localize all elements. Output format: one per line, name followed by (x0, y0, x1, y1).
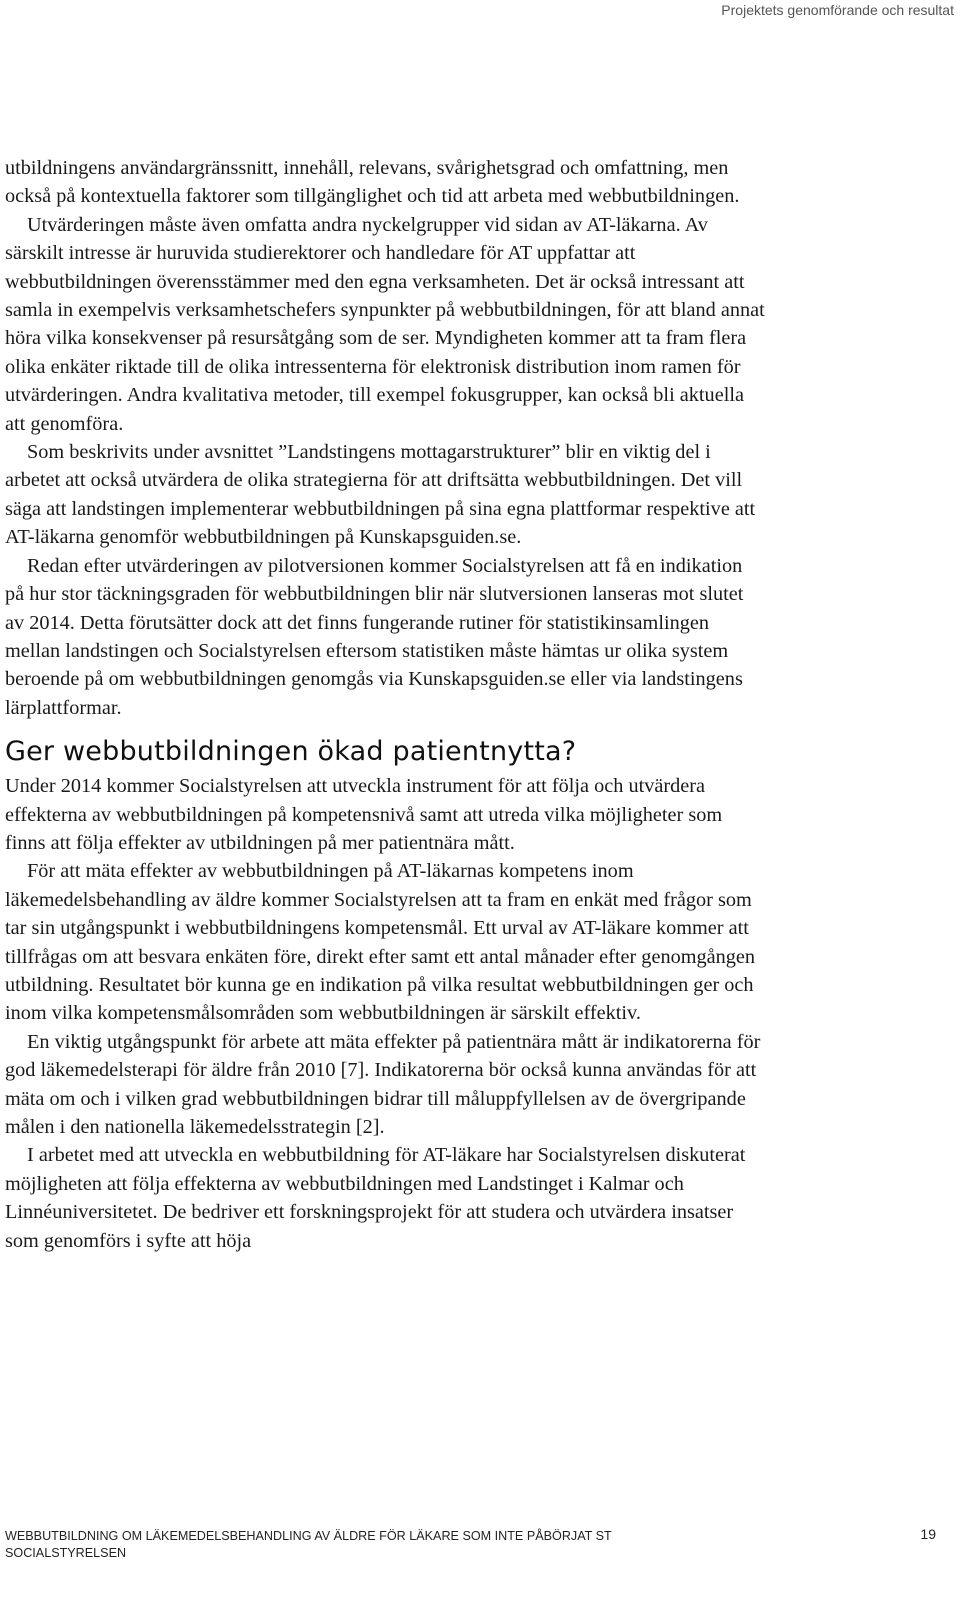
footer-publisher: SOCIALSTYRELSEN (5, 1546, 127, 1560)
paragraph: Som beskrivits under avsnittet ”Landstingens mottagarstrukturer” blir en viktig del i arbetet att också utvärdera de olika strategierna för att driftsätta webbutbildningen. Det vill säga att landstingen implementerar webbutbildningen på sina egna plattformar respektive att AT-läkarna genomför webbutbildningen på Kunskapsguiden.se. (5, 441, 756, 549)
paragraph: Under 2014 kommer Socialstyrelsen att utveckla instrument för att följa och utvärdera effekterna av webbutbildningen på kompetensnivå samt att utreda vilka möjligheter som finns att följa effekter av utbildningen på mer patientnära mått. (5, 775, 723, 854)
paragraph: utbildningens användargränssnitt, innehåll, relevans, svårighetsgrad och omfattning, men också på kontextuella faktorer som tillgänglighet och tid att arbeta med webbutbildningen. (5, 157, 740, 208)
paragraph: Utvärderingen måste även omfatta andra nyckelgrupper vid sidan av AT-läkarna. Av särskilt intresse är huruvida studierektorer och handledare för AT uppfattar att webbutbildningen överensstämmer med den egna verksamheten. Det är också intressant att samla in exempelvis verksamhetschefers synpunkter på webbutbildningen, för att bland annat höra vilka konsekvenser på resursåtgång som de ser. Myndigheten kommer att ta fram flera olika enkäter riktade till de olika intressenterna för elektronisk distribution inom ramen för utvärderingen. Andra kvalitativa metoder, till exempel fokusgrupper, kan också bli aktuella att genomföra. (5, 213, 765, 435)
document-body (5, 154, 765, 1255)
page-number: 19 (920, 1526, 936, 1542)
section-heading: Ger webbutbildningen ökad patientnytta? (5, 736, 577, 768)
page-footer (5, 1528, 612, 1562)
paragraph: För att mäta effekter av webbutbildningen på AT-läkarnas kompetens inom läkemedelsbehandling av äldre kommer Socialstyrelsen att ta fram en enkät med frågor som tar sin utgångspunkt i webbutbildningens kompetensmål. Ett urval av AT-läkare kommer att tillfrågas om att besvara enkäten före, direkt efter samt ett antal månader efter genomgången utbildning. Resultatet bör kunna ge en indikation på vilka resultat webbutbildningen ger och inom vilka kompetensmålsområden som webbutbildningen är särskilt effektiv. (5, 860, 756, 1025)
footer-document-title: WEBBUTBILDNING OM LÄKEMEDELSBEHANDLING AV ÄLDRE FÖR LÄKARE SOM INTE PÅBÖRJAT ST (5, 1529, 612, 1543)
running-head: Projektets genomförande och resultat (721, 2, 954, 18)
paragraph: En viktig utgångspunkt för arbete att mäta effekter på patientnära mått är indikatorerna för god läkemedelsterapi för äldre från 2010 [7]. Indikatorerna bör också kunna användas för att mäta om och i vilken grad webbutbildningen bidrar till måluppfyllelsen av de övergripande målen i den nationella läkemedelsstrategin [2]. (5, 1030, 761, 1138)
paragraph: I arbetet med att utveckla en webbutbildning för AT-läkare har Socialstyrelsen diskuterat möjligheten att följa effekterna av webbutbildningen med Landstinget i Kalmar och Linnéuniversitetet. De bedriver ett forskningsprojekt för att studera och utvärdera insatser som genomförs i syfte att höja (5, 1144, 746, 1252)
paragraph: Redan efter utvärderingen av pilotversionen kommer Socialstyrelsen att få en indikation på hur stor täckningsgraden för webbutbildningen blir när slutversionen lanseras mot slutet av 2014. Detta förutsätter dock att det finns fungerande rutiner för statistikinsamlingen mellan landstingen och Socialstyrelsen eftersom statistiken måste hämtas ur olika system beroende på om webbutbildningen genomgås via Kunskapsguiden.se eller via landstingens lärplattformar. (5, 554, 744, 719)
